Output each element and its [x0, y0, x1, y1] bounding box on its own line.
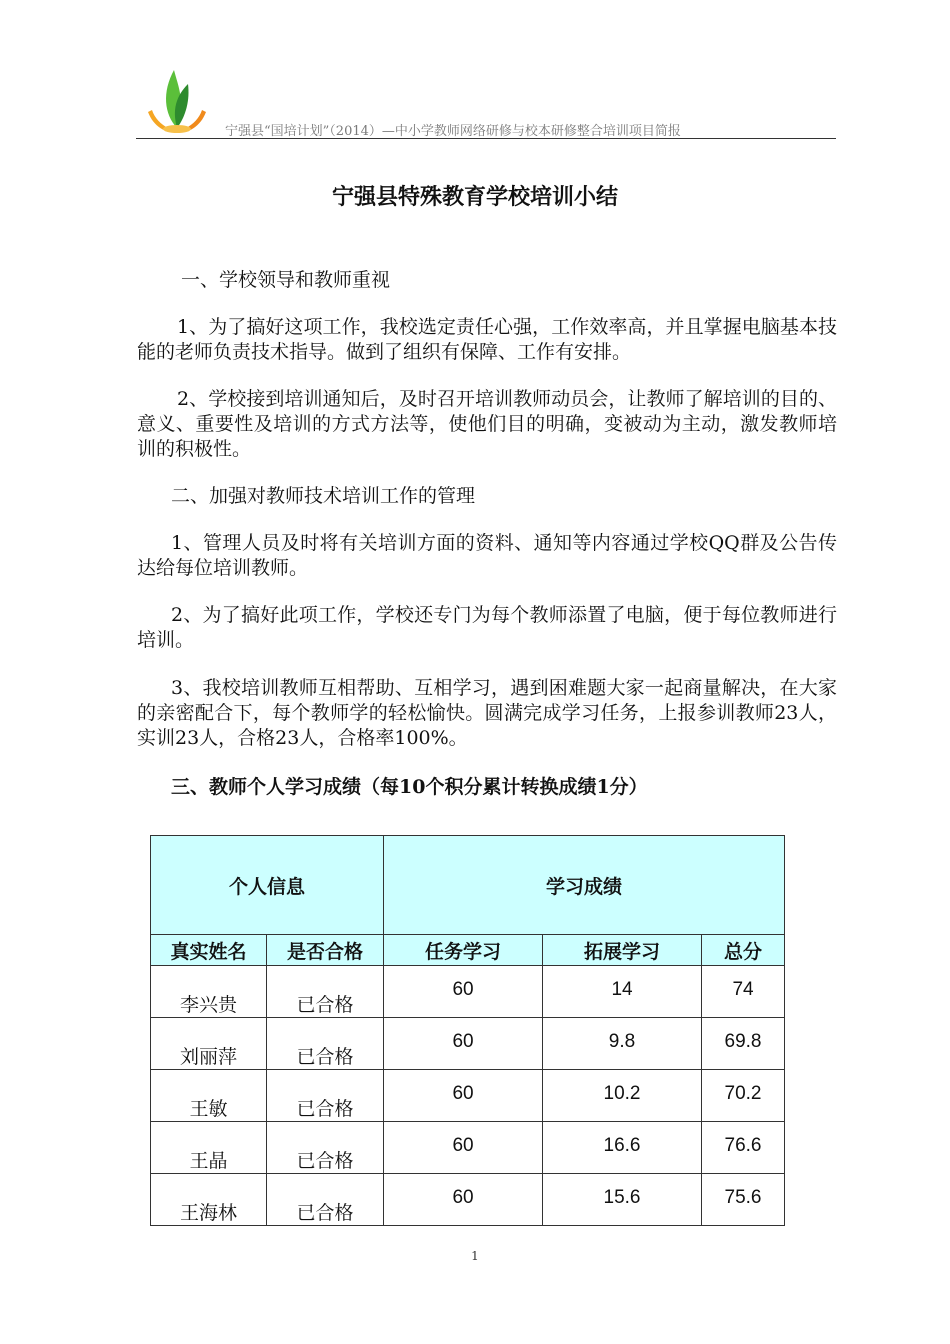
paragraph-2: 2、学校接到培训通知后，及时召开培训教师动员会，让教师了解培训的目的、意义、重要性及培训的方式方法等，使他们目的明确，变被动为主动，激发教师培训的积极性。 [137, 388, 837, 460]
cell-task-score: 60 [452, 1083, 474, 1104]
cell-task-score: 60 [452, 1187, 474, 1208]
cell-name: 王海林 [179, 1202, 237, 1224]
cell-total-score: 69.8 [724, 1031, 762, 1052]
cell-extended-score: 10.2 [603, 1083, 641, 1104]
cell-qualified: 已合格 [296, 1150, 354, 1172]
cell-name: 王晶 [189, 1150, 228, 1172]
cell-name: 刘丽萍 [179, 1046, 237, 1068]
cell-extended-score: 14 [611, 979, 633, 1000]
group-header-scores: 学习成绩 [384, 836, 785, 935]
cell-task-score: 60 [452, 979, 474, 1000]
column-header-total: 总分 [702, 935, 785, 966]
cell-qualified: 已合格 [296, 994, 354, 1016]
cell-qualified: 已合格 [296, 1098, 354, 1120]
table-row [151, 1122, 785, 1174]
header-divider [136, 138, 836, 139]
group-header-personal-info: 个人信息 [151, 836, 384, 935]
cell-total-score: 75.6 [724, 1187, 762, 1208]
header-title: 宁强县“国培计划”（2014）—中小学教师网络研修与校本研修整合培训项目简报 [225, 124, 681, 139]
page-number: 1 [471, 1249, 479, 1263]
column-header-name: 真实姓名 [151, 935, 267, 966]
column-header-extended-study: 拓展学习 [543, 935, 702, 966]
cell-extended-score: 15.6 [603, 1187, 641, 1208]
cell-task-score: 60 [452, 1135, 474, 1156]
table-row [151, 1174, 785, 1226]
section-heading-2: 二、加强对教师技术培训工作的管理 [171, 485, 476, 507]
table-row [151, 1070, 785, 1122]
scores-table [150, 835, 785, 1226]
cell-extended-score: 9.8 [608, 1031, 636, 1052]
paragraph-3: 1、管理人员及时将有关培训方面的资料、通知等内容通过学校QQ群及公告传达给每位培训教师。 [137, 532, 837, 579]
cell-total-score: 76.6 [724, 1135, 762, 1156]
paragraph-1: 1、为了搞好这项工作，我校选定责任心强，工作效率高，并且掌握电脑基本技能的老师负责技术指导。做到了组织有保障、工作有安排。 [137, 316, 837, 363]
page-title: 宁强县特殊教育学校培训小结 [331, 185, 618, 210]
cell-qualified: 已合格 [296, 1046, 354, 1068]
section-heading-1: 一、学校领导和教师重视 [181, 269, 391, 291]
cell-name: 李兴贵 [179, 994, 237, 1016]
column-header-qualified: 是否合格 [267, 935, 384, 966]
sprout-logo-icon [144, 66, 210, 136]
cell-task-score: 60 [452, 1031, 474, 1052]
paragraph-4: 2、为了搞好此项工作，学校还专门为每个教师添置了电脑，便于每位教师进行培训。 [137, 604, 837, 651]
cell-extended-score: 16.6 [603, 1135, 641, 1156]
table-row [151, 966, 785, 1018]
cell-qualified: 已合格 [296, 1202, 354, 1224]
column-header-task-study: 任务学习 [384, 935, 543, 966]
cell-total-score: 74 [732, 979, 754, 1000]
cell-name: 王敏 [189, 1098, 228, 1120]
table-row [151, 1018, 785, 1070]
section-heading-3: 三、教师个人学习成绩（每10个积分累计转换成绩1分） [171, 776, 648, 798]
paragraph-5: 3、我校培训教师互相帮助、互相学习，遇到困难题大家一起商量解决，在大家的亲密配合下，每个教师学的轻松愉快。圆满完成学习任务，上报参训教师23人，实训23人，合格23人，合格率100%。 [137, 677, 837, 749]
cell-total-score: 70.2 [724, 1083, 762, 1104]
